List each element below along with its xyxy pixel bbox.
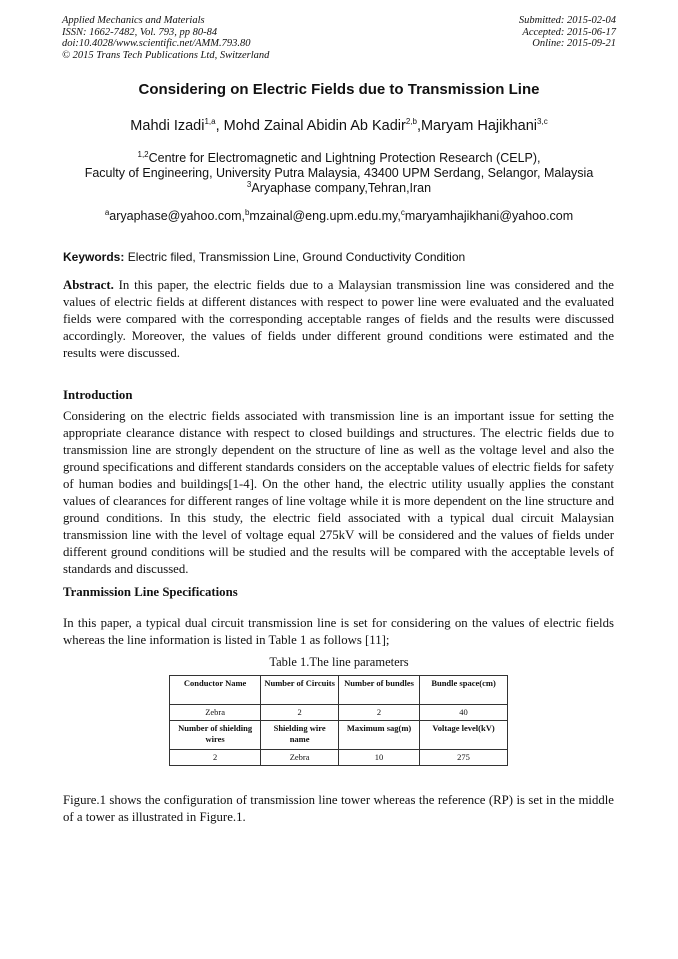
affiliation-text: Centre for Electromagnetic and Lightning Protection Research (CELP), xyxy=(148,151,541,165)
table-header-cell: Number of Circuits xyxy=(261,676,339,705)
accepted-date: Accepted: 2015-06-17 xyxy=(522,26,616,38)
journal-copyright: © 2015 Trans Tech Publications Ltd, Switzerland xyxy=(62,49,270,61)
introduction-heading: Introduction xyxy=(63,388,133,402)
table-header-cell: Voltage level(kV) xyxy=(420,721,508,750)
email-mark: c xyxy=(400,207,405,217)
affiliations xyxy=(0,151,678,196)
specifications-text: In this paper, a typical dual circuit transmission line is set for considering on the values of electric fields whereas the line information is listed in Table 1 as follows [11]; xyxy=(63,616,614,647)
author-separator: , xyxy=(215,118,224,134)
keywords-text: Electric filed, Transmission Line, Ground Conductivity Condition xyxy=(124,250,466,264)
table-cell: Zebra xyxy=(170,705,261,721)
author-name: Mahdi Izadi xyxy=(130,118,205,134)
author-affiliation-mark: 2,b xyxy=(405,117,417,127)
author-affiliation-mark: 3,c xyxy=(537,117,548,127)
affiliation-line xyxy=(0,181,678,196)
table-header-cell: Maximum sag(m) xyxy=(338,721,419,750)
table-cell: Zebra xyxy=(261,750,339,766)
paper-title: Considering on Electric Fields due to Transmission Line xyxy=(138,81,540,98)
author-separator: , xyxy=(416,118,421,134)
introduction-text: Considering on the electric fields associated with transmission line is an important issue for setting the appropriate clearance distance with respect to closed buildings and structures. The electric fields due to transmission line are strongly dependent on the structure of line as well as the voltage level and also the ground specifications and different standards considers on the acceptable values of electric fields for safety of human bodies and buildings[1-4]. On the other hand, the electric utility usually applies the constant values of clearances for different ranges of line voltage while it is more dependent on the line structure and ground conditions. In this study, the electric field associated with a typical dual circuit Malaysian transmission line with the level of voltage equal 275kV will be considered and the values of fields under different ground conditions will be studied and the results will be compared with the acceptable levels of standards and discussed. xyxy=(63,409,614,576)
author-list xyxy=(0,118,678,134)
affiliation-text: Aryaphase company,Tehran,Iran xyxy=(251,181,432,195)
email-mark: a xyxy=(104,207,110,217)
online-date: Online: 2015-09-21 xyxy=(532,38,616,49)
table-header-row xyxy=(170,676,508,705)
keywords-label: Keywords: xyxy=(63,250,125,264)
table-header-row xyxy=(170,721,508,750)
table-cell: 275 xyxy=(420,750,508,766)
affiliation-line: Faculty of Engineering, University Putra Malaysia, 43400 UPM Serdang, Selangor, Malaysia xyxy=(84,166,594,180)
specifications-heading: Tranmission Line Specifications xyxy=(63,585,238,599)
line-parameters-table xyxy=(169,675,508,766)
author-name: Maryam Hajikhani xyxy=(420,118,538,134)
author-emails xyxy=(0,209,678,223)
journal-issn: ISSN: 1662-7482, Vol. 793, pp 80-84 xyxy=(62,26,218,38)
abstract-text: In this paper, the electric fields due to a Malaysian transmission line was considered and the values of electric fields at different distances with respect to power line were evaluated and the evaluated fields were compared with the corresponding acceptable ranges of fields and the results were discussed accordingly. Moreover, the values of fields under different ground conditions were estimated and the results were discussed. xyxy=(63,278,614,360)
journal-doi: doi:10.4028/www.scientific.net/AMM.793.80 xyxy=(62,38,251,49)
affiliation-mark: 3 xyxy=(246,179,252,189)
author-name: Mohd Zainal Abidin Ab Kadir xyxy=(223,118,406,134)
email-address: mzainal@eng.upm.edu.my, xyxy=(249,209,401,223)
table-cell: 10 xyxy=(338,750,419,766)
table-cell: 40 xyxy=(420,705,508,721)
affiliation-line xyxy=(0,151,678,166)
table-cell: 2 xyxy=(170,750,261,766)
table-caption: Table 1.The line parameters xyxy=(269,655,409,669)
abstract xyxy=(63,277,614,362)
table-header-cell: Shielding wire name xyxy=(261,721,339,750)
email-address: aryaphase@yahoo.com, xyxy=(109,209,245,223)
table-header-cell: Number of bundles xyxy=(338,676,419,705)
table-header-cell: Bundle space(cm) xyxy=(420,676,508,705)
email-address: maryamhajikhani@yahoo.com xyxy=(404,209,574,223)
table-header-cell: Conductor Name xyxy=(170,676,261,705)
journal-info xyxy=(62,15,269,61)
keywords xyxy=(63,250,623,264)
table-cell: 2 xyxy=(338,705,419,721)
table-header-cell: Number of shielding wires xyxy=(170,721,261,750)
email-mark: b xyxy=(244,207,250,217)
table-row xyxy=(170,705,508,721)
submitted-date: Submitted: 2015-02-04 xyxy=(518,15,616,26)
table-row xyxy=(170,750,508,766)
abstract-label: Abstract. xyxy=(63,278,114,292)
submission-dates xyxy=(519,15,616,50)
table-cell: 2 xyxy=(261,705,339,721)
journal-name: Applied Mechanics and Materials xyxy=(62,15,205,26)
figure-reference-text: Figure.1 shows the configuration of transmission line tower whereas the reference (RP) is set in the middle of a tower as illustrated in Figure.1. xyxy=(63,793,614,824)
affiliation-mark: 1,2 xyxy=(137,149,149,159)
author-affiliation-mark: 1,a xyxy=(204,117,216,127)
